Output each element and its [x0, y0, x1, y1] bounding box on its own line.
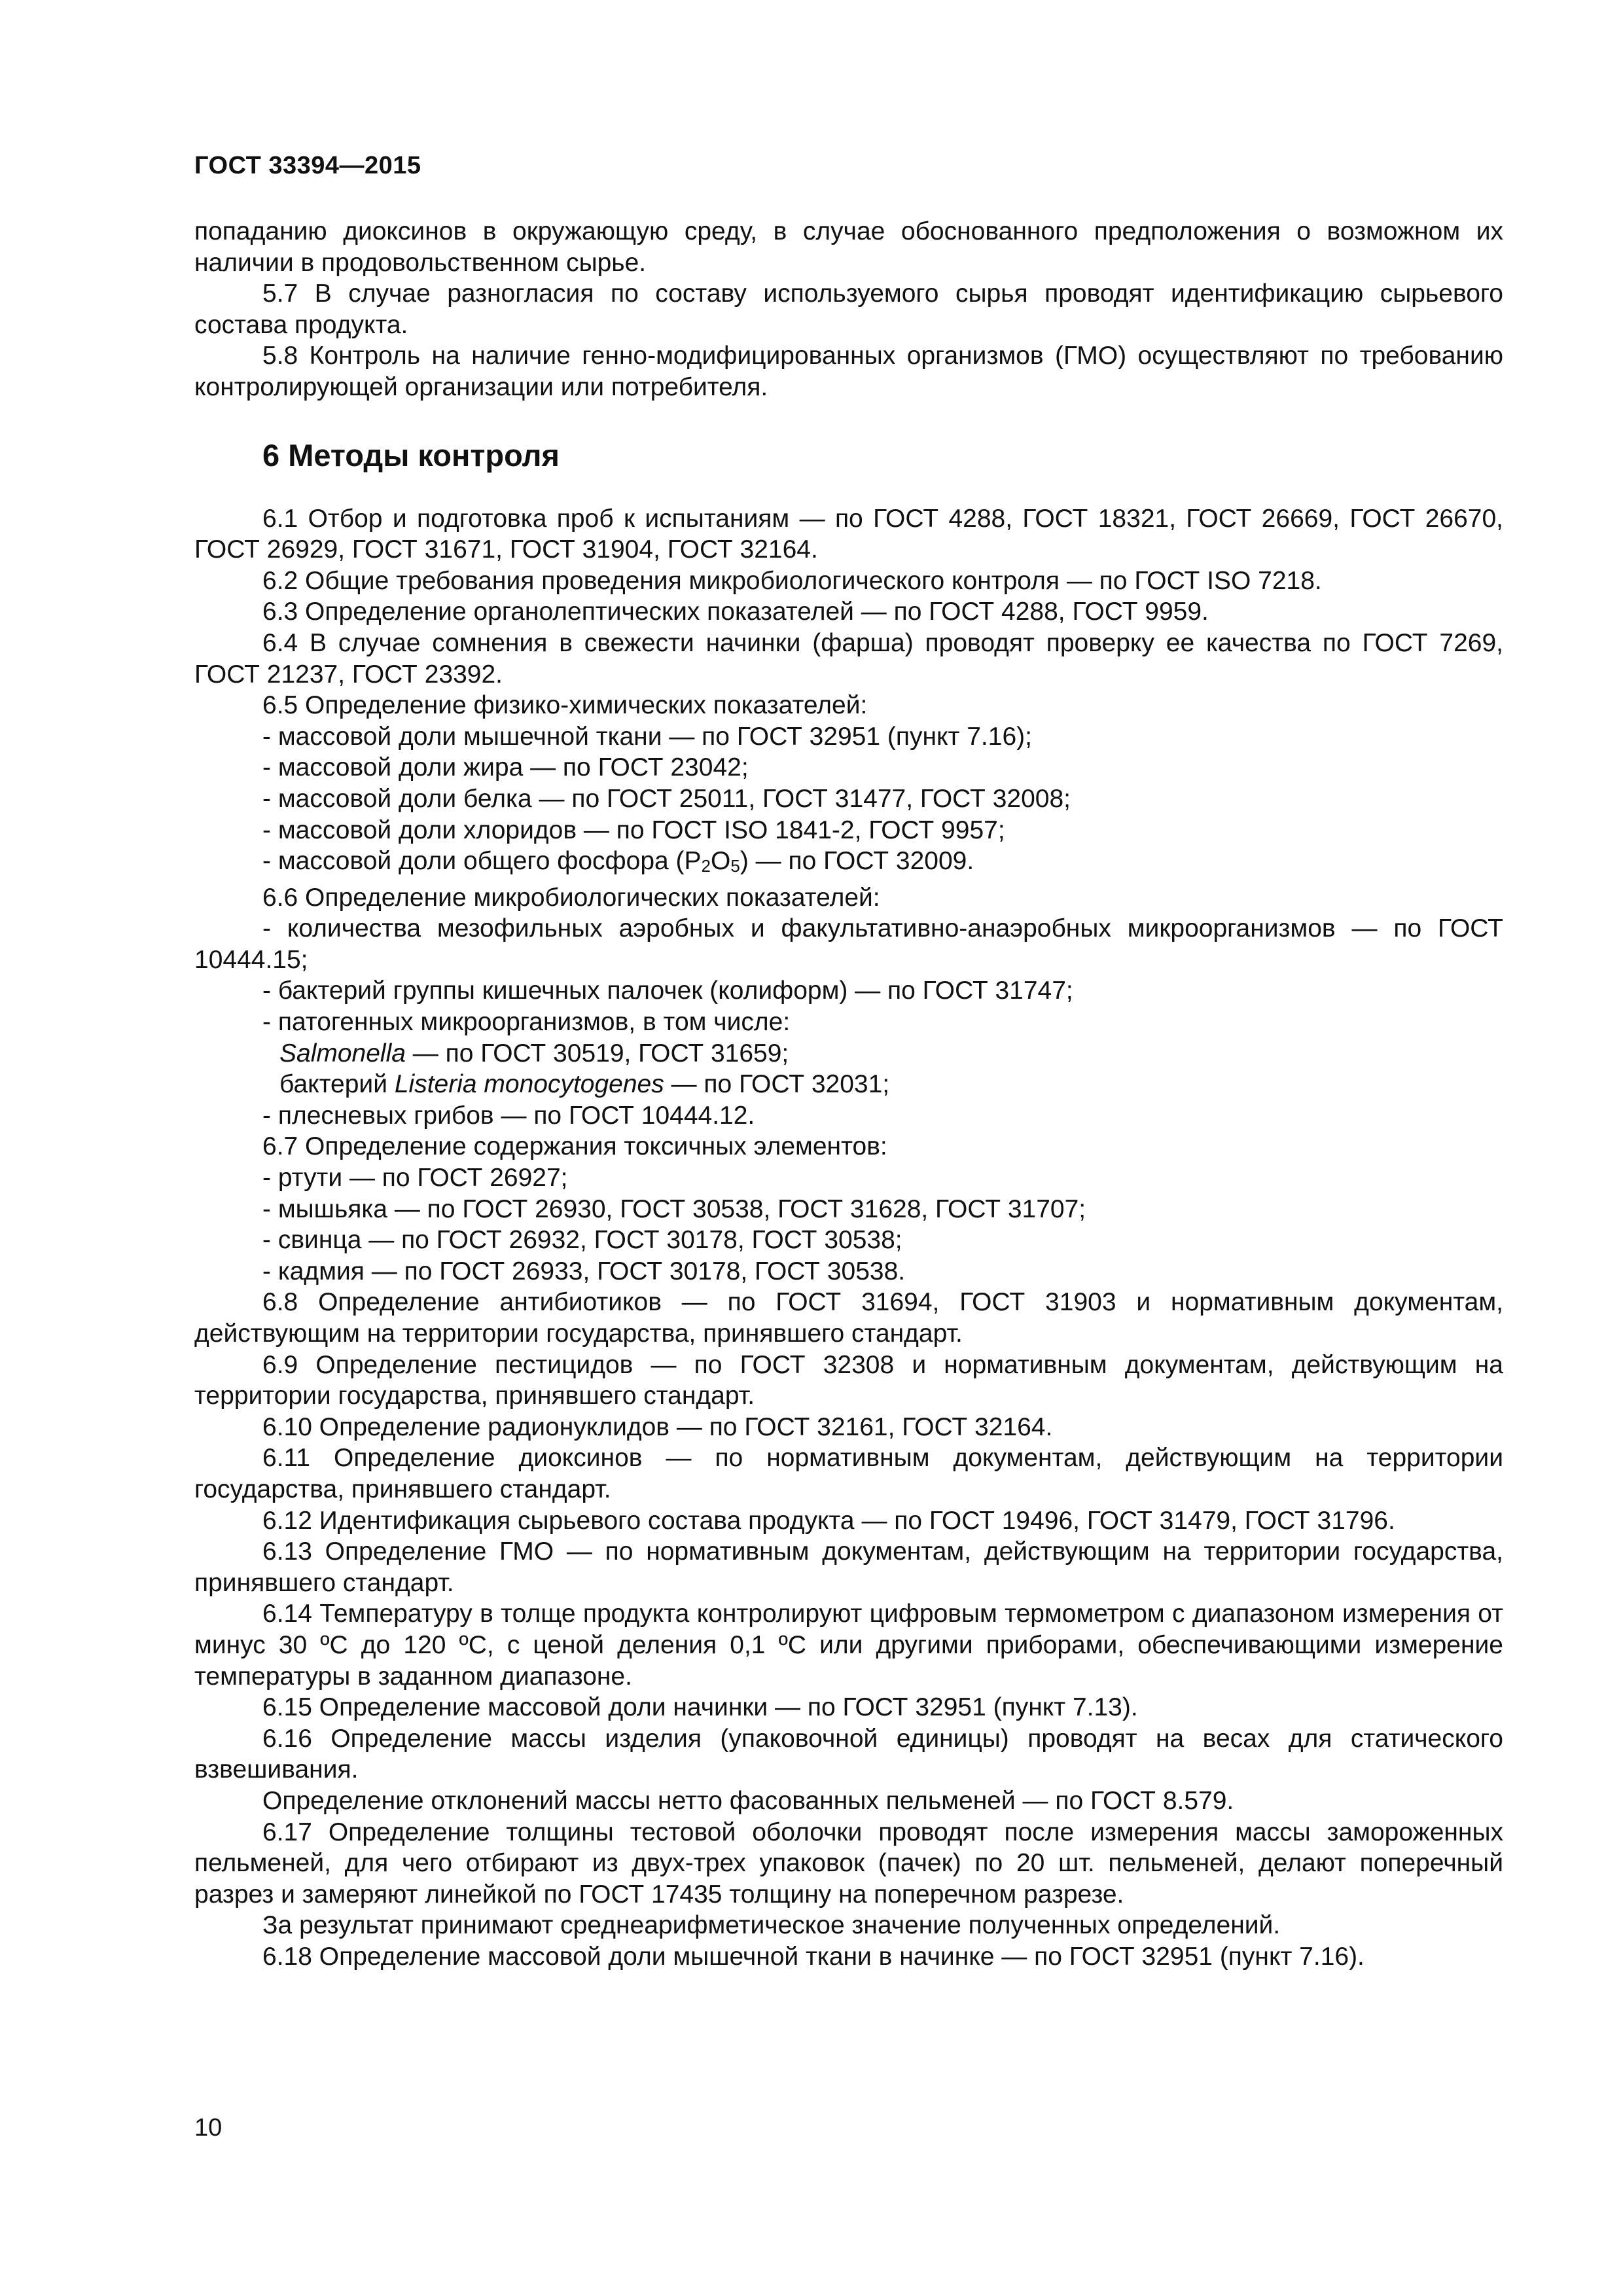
paragraph-6-16: 6.16 Определение массы изделия (упаковочной единицы) проводят на весах для статического взвешивания.: [194, 1724, 1503, 1784]
paragraph-6-18: 6.18 Определение массовой доли мышечной ткани в начинке — по ГОСТ 32951 (пункт 7.16).: [262, 1942, 1364, 1971]
paragraph-6-8: 6.8 Определение антибиотиков — по ГОСТ 31694, ГОСТ 31903 и нормативным документам, действующим на территории государства, принявшего стандарт.: [194, 1288, 1503, 1348]
subscript: 2: [701, 856, 711, 876]
paragraph-6-16-continuation: Определение отклонений массы нетто фасованных пельменей — по ГОСТ 8.579.: [262, 1786, 1234, 1815]
section-heading: 6 Методы контроля: [262, 437, 560, 473]
paragraph-6-11: 6.11 Определение диоксинов — по нормативным документам, действующим на территории государства, принявшего стандарт.: [194, 1444, 1503, 1503]
list-item-phosphorus: [194, 846, 1503, 882]
paragraph-6-12: 6.12 Идентификация сырьевого состава продукта — по ГОСТ 19496, ГОСТ 31479, ГОСТ 31796.: [262, 1506, 1395, 1535]
page-number: 10: [194, 2114, 223, 2142]
paragraph-6-15: 6.15 Определение массовой доли начинки — по ГОСТ 32951 (пункт 7.13).: [262, 1693, 1138, 1722]
list-item: - мышьяка — по ГОСТ 26930, ГОСТ 30538, ГОСТ 31628, ГОСТ 31707;: [262, 1194, 1086, 1223]
organism-name: Salmonella: [279, 1039, 406, 1067]
list-text: — по ГОСТ 32031;: [664, 1070, 890, 1099]
list-subitem-salmonella: [194, 1038, 1503, 1069]
subscript: 5: [730, 856, 740, 876]
paragraph-6-6: 6.6 Определение микробиологических показателей:: [262, 883, 880, 912]
paragraph-5-6-continuation: попаданию диоксинов в окружающую среду, в случае обоснованного предположения о возможном их наличии в продовольственном сырье.: [194, 217, 1503, 277]
document-body: [194, 216, 1503, 1972]
list-item: - кадмия — по ГОСТ 26933, ГОСТ 30178, ГОСТ 30538.: [262, 1257, 906, 1285]
list-item: - свинца — по ГОСТ 26932, ГОСТ 30178, ГОСТ 30538;: [262, 1226, 902, 1255]
list-item: - плесневых грибов — по ГОСТ 10444.12.: [262, 1101, 755, 1130]
standard-designation: ГОСТ 33394—2015: [194, 152, 421, 179]
paragraph-6-2: 6.2 Общие требования проведения микробиологического контроля — по ГОСТ ISO 7218.: [262, 566, 1322, 595]
paragraph-6-10: 6.10 Определение радионуклидов — по ГОСТ 32161, ГОСТ 32164.: [262, 1412, 1053, 1441]
list-text: O: [711, 847, 731, 876]
paragraph-6-14: 6.14 Температуру в толще продукта контролируют цифровым термометром с диапазоном измерения от минус 30 ºС до 120 ºС, с ценой деления 0,1 ºС или другими приборами, обеспечивающими измерение температуры в заданном диапазоне.: [194, 1600, 1503, 1691]
list-subitem-listeria: [194, 1069, 1503, 1100]
list-item: - патогенных микроорганизмов, в том числе:: [262, 1008, 791, 1037]
list-item: - бактерий группы кишечных палочек (колиформ) — по ГОСТ 31747;: [262, 977, 1073, 1005]
list-item: - ртути — по ГОСТ 26927;: [262, 1164, 568, 1193]
list-item: - количества мезофильных аэробных и факультативно-анаэробных микроорганизмов — по ГОСТ 10444.15;: [194, 914, 1503, 974]
list-text: — по ГОСТ 30519, ГОСТ 31659;: [405, 1039, 789, 1067]
list-item: - массовой доли хлоридов — по ГОСТ ISO 1841-2, ГОСТ 9957;: [262, 816, 1005, 844]
list-text: ) — по ГОСТ 32009.: [740, 847, 974, 876]
list-item: - массовой доли жира — по ГОСТ 23042;: [262, 753, 749, 782]
paragraph-6-13: 6.13 Определение ГМО — по нормативным документам, действующим на территории государства, принявшего стандарт.: [194, 1537, 1503, 1597]
paragraph-6-17: 6.17 Определение толщины тестовой оболочки проводят после измерения массы замороженных пельменей, для чего отбирают из двух-трех упаковок (пачек) по 20 шт. пельменей, делают поперечный разрез и замеряют линейкой по ГОСТ 17435 толщину на поперечном разрезе.: [194, 1818, 1503, 1909]
paragraph-5-8: 5.8 Контроль на наличие генно-модифицированных организмов (ГМО) осуществляют по требованию контролирующей организации или потребителя.: [194, 342, 1503, 401]
list-item: - массовой доли мышечной ткани — по ГОСТ 32951 (пункт 7.16);: [262, 722, 1032, 751]
paragraph-6-17-continuation: За результат принимают среднеарифметическое значение полученных определений.: [262, 1911, 1281, 1940]
paragraph-6-9: 6.9 Определение пестицидов — по ГОСТ 32308 и нормативным документам, действующим на территории государства, принявшего стандарт.: [194, 1350, 1503, 1410]
paragraph-6-1: 6.1 Отбор и подготовка проб к испытаниям — по ГОСТ 4288, ГОСТ 18321, ГОСТ 26669, ГОСТ 26670, ГОСТ 26929, ГОСТ 31671, ГОСТ 31904, ГОСТ 32164.: [194, 504, 1503, 564]
list-item: - массовой доли белка — по ГОСТ 25011, ГОСТ 31477, ГОСТ 32008;: [262, 784, 1071, 813]
paragraph-6-7: 6.7 Определение содержания токсичных элементов:: [262, 1132, 887, 1161]
paragraph-6-4: 6.4 В случае сомнения в свежести начинки (фарша) проводят проверку ее качества по ГОСТ 7269, ГОСТ 21237, ГОСТ 23392.: [194, 628, 1503, 689]
paragraph-5-7: 5.7 В случае разногласия по составу используемого сырья проводят идентификацию сырьевого состава продукта.: [194, 279, 1503, 339]
paragraph-6-3: 6.3 Определение органолептических показателей — по ГОСТ 4288, ГОСТ 9959.: [262, 598, 1209, 626]
organism-name: Listeria monocytogenes: [394, 1070, 664, 1099]
list-text: - массовой доли общего фосфора (P: [262, 847, 702, 876]
paragraph-6-5: 6.5 Определение физико-химических показателей:: [262, 691, 868, 720]
list-text: бактерий: [279, 1070, 395, 1099]
